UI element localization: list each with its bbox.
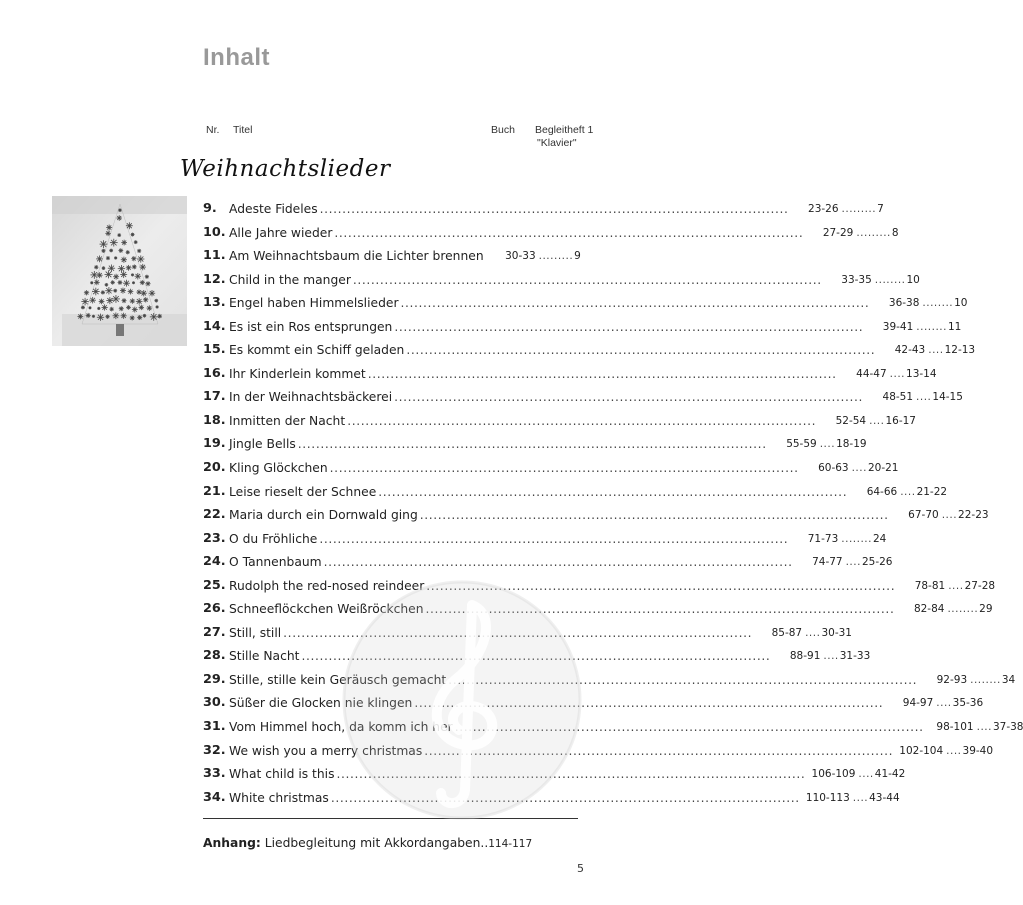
book-pages: 55-59 — [786, 438, 817, 451]
column-header-titel: Titel — [233, 124, 253, 136]
leader-dots: ........................................................................................................ — [352, 272, 822, 287]
leader-dots: .... — [819, 438, 836, 451]
song-number: 28. — [203, 648, 226, 664]
accompaniment-pages: 24 — [872, 532, 887, 545]
book-pages: 36-38 — [888, 297, 920, 310]
toc-row — [203, 789, 900, 813]
accompaniment-pages: 27-28 — [964, 579, 996, 592]
leader-dots: .... — [858, 768, 874, 781]
toc-row — [203, 624, 852, 648]
book-pages: 33-35 — [841, 273, 872, 286]
song-number: 19. — [203, 436, 226, 452]
song-number: 23. — [203, 530, 226, 546]
leader-dots: ........................................................................................................ — [347, 413, 817, 428]
toc-row — [203, 412, 916, 436]
book-pages: 23-26 — [808, 203, 839, 215]
song-number: 34. — [203, 789, 226, 805]
book-pages: 98-101 — [936, 721, 974, 734]
column-header-begleitheft: Begleitheft 1 — [535, 124, 594, 136]
song-number: 18. — [203, 412, 226, 428]
song-number: 14. — [203, 318, 226, 334]
toc-row — [203, 459, 899, 483]
leader-dots: .... — [805, 626, 821, 639]
song-number: 24. — [203, 554, 226, 570]
leader-dots: .... — [916, 391, 932, 404]
accompaniment-pages: 20-21 — [867, 462, 899, 475]
song-number: 20. — [203, 460, 226, 476]
accompaniment-pages: 34 — [1001, 673, 1016, 686]
leader-dots: ......... — [841, 203, 877, 215]
song-title: Stille, stille kein Geräusch gemacht — [229, 672, 447, 687]
accompaniment-pages: 31-33 — [839, 650, 871, 663]
song-title: Kling Glöckchen — [229, 461, 328, 476]
toc-row — [203, 247, 581, 271]
leader-dots: ........................................................................................................ — [419, 508, 889, 523]
accompaniment-pages: 10 — [906, 273, 920, 286]
song-title: Schneeflöckchen Weißröckchen — [229, 602, 424, 617]
section-title: Weihnachtslieder — [180, 156, 391, 182]
leader-dots: ........................................................................................................ — [406, 343, 876, 358]
song-number: 29. — [203, 671, 226, 687]
song-number: 27. — [203, 624, 226, 640]
accompaniment-pages: 9 — [574, 250, 581, 263]
book-pages: 60-63 — [818, 462, 849, 475]
bottom-rule — [203, 818, 578, 819]
leader-dots: .... — [852, 791, 869, 804]
book-pages: 88-91 — [789, 650, 821, 663]
appendix-label: Anhang: — [203, 836, 261, 850]
leader-dots: ........................................................................................................ — [454, 720, 924, 735]
accompaniment-pages: 13-14 — [906, 367, 937, 380]
accompaniment-pages: 41-42 — [874, 768, 906, 781]
toc-row — [203, 600, 993, 624]
song-title: What child is this — [229, 767, 335, 782]
leader-dots: ........................................................................................................ — [336, 767, 806, 782]
song-number: 16. — [203, 365, 226, 381]
book-pages: 52-54 — [835, 414, 867, 427]
leader-dots: .... — [845, 556, 861, 569]
leader-dots: ........................................................................................................ — [301, 649, 771, 664]
book-pages: 85-87 — [771, 626, 803, 639]
leader-dots: ........................................................................................................ — [425, 602, 895, 617]
book-pages: 74-77 — [812, 556, 843, 569]
book-pages: 39-41 — [882, 320, 914, 333]
accompaniment-pages: 43-44 — [869, 791, 900, 804]
song-number: 32. — [203, 742, 226, 758]
leader-dots: ........ — [922, 297, 954, 310]
book-pages: 78-81 — [914, 579, 946, 592]
leader-dots: ........................................................................................................ — [414, 696, 884, 711]
toc-row — [203, 671, 1016, 695]
toc-row — [203, 388, 963, 412]
song-number: 12. — [203, 271, 226, 287]
song-title: O Tannenbaum — [229, 555, 322, 570]
page-heading: Inhalt — [203, 44, 270, 71]
toc-row — [203, 318, 962, 342]
toc-row — [203, 718, 1023, 742]
leader-dots: .... — [889, 367, 906, 380]
leader-dots: ........................................................................................................ — [319, 202, 789, 216]
leader-dots: ........................................................................................................ — [323, 555, 793, 570]
leader-dots: ........ — [841, 532, 872, 545]
leader-dots: .... — [928, 344, 944, 357]
song-number: 10. — [203, 224, 226, 240]
song-number: 31. — [203, 719, 226, 735]
leader-dots: ........ — [970, 673, 1001, 686]
book-pages: 92-93 — [936, 673, 968, 686]
toc-row — [203, 435, 867, 459]
accompaniment-pages: 25-26 — [861, 556, 893, 569]
song-title: Inmitten der Nacht — [229, 413, 346, 428]
song-title: We wish you a merry christmas — [229, 743, 423, 758]
leader-dots: ........................................................................................................ — [330, 790, 800, 805]
song-number: 26. — [203, 601, 226, 617]
song-number: 33. — [203, 766, 226, 782]
column-header-nr: Nr. — [206, 124, 220, 136]
book-pages: 30-33 — [505, 250, 536, 263]
accompaniment-pages: 30-31 — [821, 626, 852, 639]
leader-dots: ........................................................................................................ — [424, 743, 894, 758]
accompaniment-pages: 10 — [954, 297, 968, 310]
song-title: Child in the manger — [229, 272, 351, 287]
leader-dots: .... — [976, 721, 992, 734]
toc-row — [203, 742, 994, 766]
song-number: 21. — [203, 483, 226, 499]
song-title: Es ist ein Ros entsprungen — [229, 319, 393, 334]
book-pages: 94-97 — [902, 697, 934, 710]
toc-row — [203, 765, 906, 789]
accompaniment-pages: 16-17 — [885, 414, 916, 427]
song-title: White christmas — [229, 790, 329, 805]
song-title: In der Weihnachtsbäckerei — [229, 390, 393, 405]
accompaniment-pages: 37-38 — [992, 721, 1023, 734]
toc-row — [203, 271, 920, 295]
toc-row — [203, 365, 937, 389]
leader-dots: .... — [900, 485, 916, 498]
song-number: 9. — [203, 201, 217, 216]
book-pages: 27-29 — [822, 226, 854, 239]
song-number: 17. — [203, 389, 226, 405]
leader-dots: ......... — [538, 250, 574, 263]
leader-dots: .... — [941, 509, 958, 522]
song-number: 30. — [203, 695, 226, 711]
column-header-klavier: "Klavier" — [537, 137, 577, 149]
leader-dots: .... — [851, 462, 867, 475]
leader-dots: ........................................................................................................ — [394, 390, 864, 405]
leader-dots: ........................................................................................................ — [400, 296, 870, 311]
accompaniment-pages: 39-40 — [962, 744, 994, 757]
song-title: Süßer die Glocken nie klingen — [229, 696, 413, 711]
song-title: Engel haben Himmelslieder — [229, 296, 399, 311]
accompaniment-pages: 22-23 — [958, 509, 989, 522]
song-title: Leise rieselt der Schnee — [229, 484, 377, 499]
accompaniment-pages: 7 — [877, 203, 884, 215]
appendix-line — [203, 836, 532, 850]
accompaniment-pages: 14-15 — [932, 391, 963, 404]
leader-dots: ........................................................................................................ — [319, 531, 789, 546]
leader-dots: .... — [869, 414, 885, 427]
accompaniment-pages: 12-13 — [944, 344, 976, 357]
accompaniment-pages: 29 — [979, 603, 993, 616]
toc-row — [203, 647, 871, 671]
leader-dots: ........................................................................................................ — [297, 437, 767, 452]
book-pages: 64-66 — [866, 485, 898, 498]
leader-dots: ........................................................................................................ — [426, 578, 896, 593]
song-title: O du Fröhliche — [229, 531, 318, 546]
song-number: 22. — [203, 507, 226, 523]
book-pages: 106-109 — [811, 768, 856, 781]
toc-row — [203, 506, 989, 530]
song-title: Alle Jahre wieder — [229, 225, 333, 240]
book-pages: 71-73 — [807, 532, 839, 545]
toc-row — [203, 694, 984, 718]
toc-row — [203, 294, 968, 318]
table-of-contents — [203, 200, 1023, 812]
leader-dots: ........................................................................................................ — [378, 484, 848, 499]
accompaniment-pages: 11 — [947, 320, 962, 333]
page-number: 5 — [577, 862, 584, 875]
accompaniment-pages: 8 — [891, 226, 899, 239]
song-title: Vom Himmel hoch, da komm ich her — [229, 720, 453, 735]
song-title: Maria durch ein Dornwald ging — [229, 508, 418, 523]
leader-dots: ........................................................................................................ — [448, 672, 918, 687]
toc-row — [203, 341, 976, 365]
toc-row — [203, 483, 948, 507]
column-header-buch: Buch — [491, 124, 515, 136]
book-pages: 44-47 — [856, 367, 887, 380]
song-number: 13. — [203, 295, 226, 311]
book-pages: 82-84 — [913, 603, 945, 616]
appendix-dots: .. — [480, 836, 489, 850]
accompaniment-pages: 35-36 — [952, 697, 984, 710]
leader-dots: ........ — [916, 320, 947, 333]
book-pages: 102-104 — [899, 744, 944, 757]
leader-dots: ........................................................................................................ — [334, 225, 804, 240]
christmas-tree-illustration — [52, 196, 187, 346]
leader-dots: ........................................................................................................ — [329, 461, 799, 476]
book-pages: 67-70 — [908, 509, 939, 522]
toc-row — [203, 577, 996, 601]
leader-dots: .... — [948, 579, 964, 592]
leader-dots: ........................................................................................................ — [394, 319, 864, 334]
leader-dots: ......... — [856, 226, 891, 239]
leader-dots: .... — [936, 697, 952, 710]
song-title: Adeste Fideles — [229, 202, 318, 216]
toc-row — [203, 530, 887, 554]
toc-row — [203, 224, 899, 248]
accompaniment-pages: 18-19 — [836, 438, 867, 451]
leader-dots: ........................................................................................................ — [367, 366, 837, 381]
book-pages: 42-43 — [894, 344, 926, 357]
book-pages: 110-113 — [805, 791, 850, 804]
song-title: Jingle Bells — [229, 437, 296, 452]
book-pages: 48-51 — [882, 391, 914, 404]
appendix-text: Liedbegleitung mit Akkordangaben — [264, 836, 481, 850]
song-number: 25. — [203, 577, 226, 593]
toc-row — [203, 200, 884, 224]
song-title: Rudolph the red-nosed reindeer — [229, 578, 425, 593]
appendix-pages: 114-117 — [488, 838, 533, 850]
toc-row — [203, 553, 893, 577]
leader-dots: ........ — [874, 273, 906, 286]
song-number: 11. — [203, 248, 226, 264]
song-title: Stille Nacht — [229, 649, 300, 664]
accompaniment-pages: 21-22 — [916, 485, 948, 498]
leader-dots: ........................................................................................................ — [283, 625, 753, 640]
leader-dots: ........ — [947, 603, 979, 616]
song-title: Es kommt ein Schiff geladen — [229, 343, 405, 358]
leader-dots: .... — [946, 744, 962, 757]
song-title: Ihr Kinderlein kommet — [229, 366, 366, 381]
song-title: Still, still — [229, 625, 282, 640]
song-title: Am Weihnachtsbaum die Lichter brennen — [229, 249, 484, 264]
song-number: 15. — [203, 342, 226, 358]
leader-dots: .... — [823, 650, 839, 663]
